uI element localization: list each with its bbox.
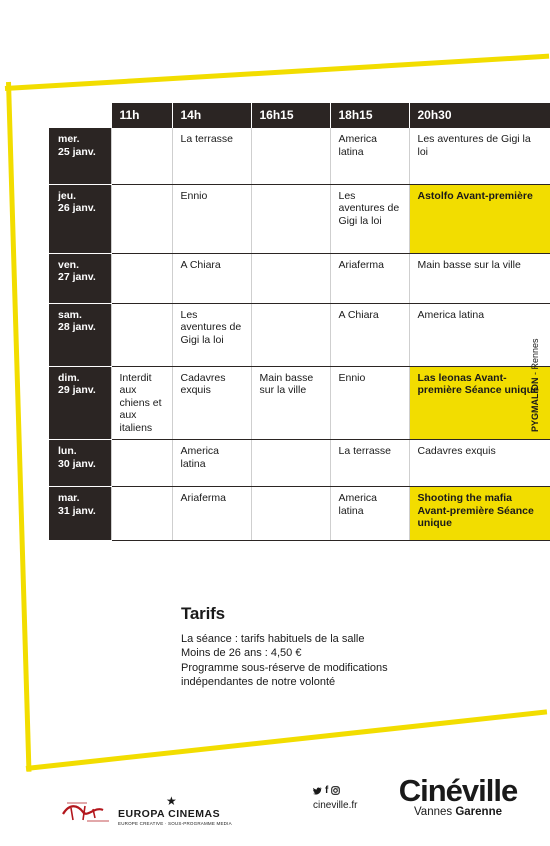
social-icons xyxy=(313,785,340,796)
time-header: 16h15 xyxy=(251,103,330,128)
screening-cell xyxy=(251,303,330,366)
facebook-icon[interactable]: f xyxy=(325,785,329,796)
tarifs-section xyxy=(181,604,481,689)
time-header: 18h15 xyxy=(330,103,409,128)
screening-cell: Main basse sur la ville xyxy=(251,366,330,440)
star-icon: ★ xyxy=(166,794,177,808)
tarifs-line: indépendantes de notre volonté xyxy=(181,675,336,688)
schedule-row xyxy=(49,184,550,253)
screening-cell: A Chiara xyxy=(330,303,409,366)
screening-cell: Ennio xyxy=(172,184,251,253)
day-name: mar. xyxy=(58,492,80,504)
day-label xyxy=(49,128,111,184)
screening-cell: Les aventures de Gigi la loi xyxy=(330,184,409,253)
website-link[interactable]: cineville.fr xyxy=(313,800,358,811)
cineville-name: Cinéville xyxy=(398,773,518,808)
europa-name: EUROPA CINEMAS xyxy=(118,808,221,820)
screening-cell: La terrasse xyxy=(330,440,409,487)
day-label xyxy=(49,253,111,303)
screening-cell xyxy=(111,440,172,487)
schedule-row xyxy=(49,487,550,541)
time-header: 20h30 xyxy=(409,103,550,128)
screening-cell: Les aventures de Gigi la loi xyxy=(172,303,251,366)
cineville-city: Vannes xyxy=(413,806,456,818)
screening-cell xyxy=(251,128,330,184)
tanova-logo xyxy=(57,800,117,824)
day-label xyxy=(49,487,111,541)
schedule-row xyxy=(49,303,550,366)
day-date: 25 janv. xyxy=(58,145,96,158)
day-date: 29 janv. xyxy=(58,384,96,396)
day-label xyxy=(49,303,111,366)
header-corner xyxy=(49,103,111,128)
screening-cell xyxy=(111,487,172,541)
screening-cell xyxy=(111,184,172,253)
screening-cell xyxy=(111,253,172,303)
day-date: 30 janv. xyxy=(58,457,96,470)
screening-cell: Ariaferma xyxy=(172,487,251,541)
time-header: 11h xyxy=(111,103,172,128)
day-name: lun. xyxy=(58,445,77,457)
cineville-logo xyxy=(378,774,538,818)
screening-cell: America latina xyxy=(409,303,550,366)
screening-cell: La terrasse xyxy=(172,128,251,184)
europa-tagline: EUROPE CREATIVE · SOUS-PROGRAMME MEDIA xyxy=(118,821,232,826)
day-label xyxy=(49,184,111,253)
twitter-icon[interactable] xyxy=(313,787,322,795)
credit-brand: PYGMALION xyxy=(530,377,540,432)
tarifs-line: Moins de 26 ans : 4,50 € xyxy=(181,646,302,659)
screening-cell: Les aventures de Gigi la loi xyxy=(409,128,550,184)
day-label xyxy=(49,366,111,440)
schedule-table xyxy=(49,103,550,541)
day-name: jeu. xyxy=(58,189,77,202)
screening-cell: A Chiara xyxy=(172,253,251,303)
screening-cell: Cadavres exquis xyxy=(172,366,251,440)
day-name: mer. xyxy=(58,133,80,145)
credit-city: - Rennes xyxy=(530,338,540,378)
screening-cell xyxy=(251,487,330,541)
schedule-row xyxy=(49,366,550,440)
day-name: dim. xyxy=(58,371,80,384)
cineville-place: Garenne xyxy=(455,806,503,818)
screening-cell xyxy=(251,184,330,253)
special-screening-cell: Astolfo Avant-première xyxy=(409,184,550,253)
special-screening-cell: Las leonas Avant-première Séance unique xyxy=(409,366,550,440)
frame-left-line xyxy=(6,82,31,772)
frame-top-line xyxy=(5,54,549,91)
design-credit xyxy=(530,338,540,432)
screening-cell: America latina xyxy=(330,128,409,184)
screening-cell: Ennio xyxy=(330,366,409,440)
time-header: 14h xyxy=(172,103,251,128)
day-name: sam. xyxy=(58,308,82,321)
time-header-row xyxy=(49,103,550,128)
frame-bottom-line xyxy=(26,709,547,771)
tarifs-title: Tarifs xyxy=(181,604,225,623)
screening-cell xyxy=(111,128,172,184)
special-screening-cell: Shooting the mafia Avant-première Séance unique xyxy=(409,487,550,541)
schedule-row xyxy=(49,253,550,303)
day-date: 26 janv. xyxy=(58,202,96,214)
screening-cell xyxy=(251,253,330,303)
schedule-row xyxy=(49,128,550,184)
screening-cell: America latina xyxy=(172,440,251,487)
screening-cell: Interdit aux chiens et aux italiens xyxy=(111,366,172,440)
day-date: 31 janv. xyxy=(58,504,96,517)
day-name: ven. xyxy=(58,258,80,271)
screening-cell: Ariaferma xyxy=(330,253,409,303)
day-date: 28 janv. xyxy=(58,321,96,333)
day-label xyxy=(49,440,111,487)
tarifs-line: Programme sous-réserve de modifications xyxy=(181,662,388,674)
screening-cell xyxy=(251,440,330,487)
screening-cell xyxy=(111,303,172,366)
schedule-row xyxy=(49,440,550,487)
screening-cell: America latina xyxy=(330,487,409,541)
instagram-icon[interactable] xyxy=(331,786,340,795)
tarifs-line: La séance : tarifs habituels de la salle xyxy=(181,633,365,645)
day-date: 27 janv. xyxy=(58,271,96,283)
screening-cell: Cadavres exquis xyxy=(409,440,550,487)
screening-cell: Main basse sur la ville xyxy=(409,253,550,303)
